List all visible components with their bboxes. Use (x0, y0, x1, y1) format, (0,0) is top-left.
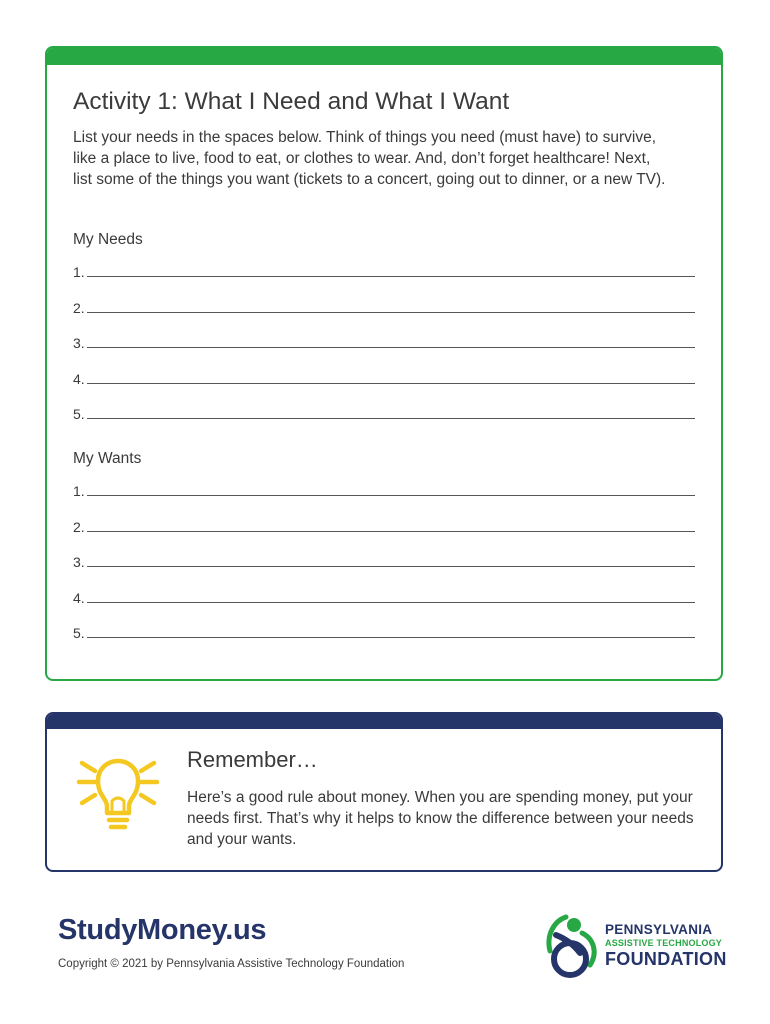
line-number: 4. (73, 590, 85, 606)
wants-label: My Wants (73, 450, 142, 467)
line-number: 1. (73, 264, 85, 280)
line-number: 5. (73, 625, 85, 641)
needs-label: My Needs (73, 231, 143, 248)
write-in-rule (87, 531, 695, 532)
patf-logo-icon (536, 905, 608, 981)
write-in-rule (87, 637, 695, 638)
copyright-text: Copyright © 2021 by Pennsylvania Assistive Technology Foundation (58, 958, 405, 970)
logo-line-pennsylvania: PENNSYLVANIA (605, 922, 713, 937)
needs-line[interactable] (73, 367, 695, 387)
lightbulb-icon (73, 749, 163, 839)
wants-line[interactable] (73, 479, 695, 499)
activity-card-header-bar (47, 48, 721, 65)
needs-line[interactable] (73, 260, 695, 280)
write-in-rule (87, 602, 695, 603)
studymoney-brand: StudyMoney.us (58, 914, 267, 946)
logo-line-assistive-technology: ASSISTIVE TECHNOLOGY (605, 938, 723, 948)
remember-card (45, 712, 723, 872)
write-in-rule (87, 566, 695, 567)
activity-card (45, 46, 723, 681)
wants-line[interactable] (73, 586, 695, 606)
wants-line[interactable] (73, 621, 695, 641)
patf-logo-text (605, 922, 727, 969)
line-number: 3. (73, 335, 85, 351)
logo-line-foundation: FOUNDATION (605, 949, 727, 969)
needs-line[interactable] (73, 296, 695, 316)
line-number: 2. (73, 300, 85, 316)
remember-card-header-bar (47, 714, 721, 729)
wants-line[interactable] (73, 550, 695, 570)
write-in-rule (87, 347, 695, 348)
write-in-rule (87, 276, 695, 277)
write-in-rule (87, 495, 695, 496)
write-in-rule (87, 383, 695, 384)
line-number: 4. (73, 371, 85, 387)
wants-line[interactable] (73, 515, 695, 535)
line-number: 2. (73, 519, 85, 535)
remember-text: Here’s a good rule about money. When you are spending money, put your needs first. That’s why it helps to know the difference between your needs and your wants. (187, 789, 694, 848)
remember-title: Remember… (187, 747, 318, 772)
line-number: 3. (73, 554, 85, 570)
needs-line[interactable] (73, 402, 695, 422)
activity-intro: List your needs in the spaces below. Think of things you need (must have) to survive, like a place to live, food to eat, or clothes to wear. And, don’t forget healthcare! Next, list some of the things you want (tickets to a concert, going out to dinner, or a new TV). (73, 129, 666, 188)
activity-title: Activity 1: What I Need and What I Want (73, 88, 510, 115)
line-number: 1. (73, 483, 85, 499)
line-number: 5. (73, 406, 85, 422)
write-in-rule (87, 418, 695, 419)
needs-line[interactable] (73, 331, 695, 351)
write-in-rule (87, 312, 695, 313)
